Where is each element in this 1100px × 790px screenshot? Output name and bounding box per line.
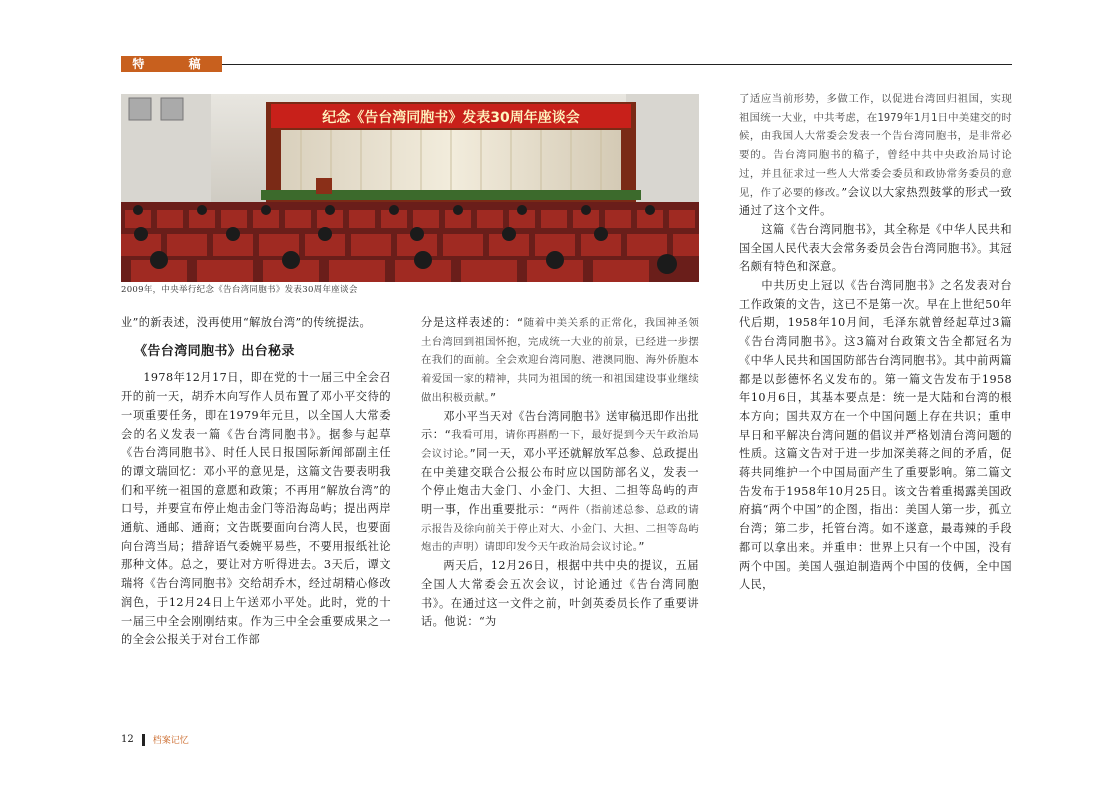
paragraph: 中共历史上冠以《告台湾同胞书》之名发表对台工作政策的文告，这已不是第一次。早在上世纪50年代后期，1958年10月间，毛泽东就曾经起草过3篇《告台湾同胞书》。这3篇对台政策文告全都冠名为《中华人民共和国国防部告台湾同胞书》。其中前两篇都是以彭德怀名义发布的。第一篇文告发布于1958年10月6日，其基本要点是：统一是大陆和台湾的根本方向；国共双方在一个中国问题上存在共识；重申早日和平解决台湾问题的倡议并严格划清台湾问题的性质。这篇文告对于进一步加深美蒋之间的矛盾，促蒋共同维护一个中国局面产生了重要影响。第二篇文告发布于1958年10月25日。该文告着重揭露美国政府搞“两个中国”的企图，指出：美国人第一步，孤立台湾；第二步，托管台湾。如不遂意，最毒辣的手段都可以拿出来。并重申：世界上只有一个中国，没有两个中国。美国人强迫制造两个中国的伎俩，全中国人民，: [739, 279, 1012, 592]
text-run: ”会议以大家热烈鼓掌的形式一致通过了这个文件。: [739, 185, 1012, 218]
paragraph: 业”的新表述，没再使用“解放台湾”的传统提法。: [121, 316, 372, 329]
quotation: “我看可用，请你再斟酌一下，最好提到今天午政治局会议讨论。”: [421, 429, 699, 460]
header-rule: [222, 64, 1012, 65]
page-number: 12: [121, 734, 134, 745]
subheading: 《告台湾同胞书》出台秘录: [134, 343, 295, 359]
column-2: [421, 314, 699, 632]
magazine-name: 档案记忆: [152, 736, 189, 746]
paragraph: [739, 90, 1012, 221]
photo-caption: 2009年，中央举行纪念《告台湾同胞书》发表30周年座谈会: [121, 285, 358, 295]
column-1: [121, 314, 391, 650]
text-run: 分是这样表述的：: [421, 316, 517, 329]
quotation: 了适应当前形势，多做工作，以促进台湾回归祖国，实现祖国统一大业，中共考虑，在1979年1月1日中美建交的时候，由我国人大常委会发表一个告台湾同胞书，是非常必要的。告台湾同胞书的稿子，曾经中共中央政治局讨论过，并且征求过一些人大常委会委员和政协常务委员的意见，作了必要的修改。: [739, 93, 1012, 199]
paragraph: 1978年12月17日，即在党的十一届三中全会召开的前一天，胡乔木向写作人员布置了邓小平交待的一项重要任务，即在1979年元旦，以全国人大常委会的名义发表一篇《告台湾同胞书》。据参与起草《告台湾同胞书》、时任人民日报国际新闻部副主任的谭文瑞回忆：邓小平的意见是，这篇文告要表明我们和平统一祖国的意愿和政策；不再用“解放台湾”的口号，并要宣布停止炮击金门等沿海岛屿；提出两岸通航、通邮、通商；文告既要面向台湾人民，也要面向台湾当局；措辞语气委婉平易些，不要用报纸社论那种文体。总之，要让对方听得进去。3天后，谭文瑞将《告台湾同胞书》交给胡乔木，经过胡精心修改润色，于12月24日上午送邓小平处。此时，党的十一届三中全会刚刚结束。作为三中全会重要成果之一的全会公报关于对台工作部: [121, 371, 391, 647]
photo-banner-text: 纪念《告台湾同胞书》发表30周年座谈会: [322, 110, 580, 126]
conference-photo: [121, 94, 699, 282]
footer-divider: [142, 734, 145, 746]
quotation: “随着中美关系的正常化，我国神圣领土台湾回到祖国怀抱，完成统一大业的前景，已经进一步摆在我们的面前。全会欢迎台湾同胞、港澳同胞、海外侨胞本着爱国一家的精神，共同为祖国的统一和祖国建设事业继续做出积极贡献。”: [421, 317, 700, 404]
conference-photo-illustration: [121, 94, 699, 282]
column-3: [739, 90, 1012, 595]
text-run: 同一天，邓小平还就解放军总参、总政提出在中美建交联合公报公布时应以国防部名义，发表一个停止炮击大金门、小金门、大担、二担等岛屿的声明一事，作出重要批示：: [421, 446, 699, 517]
paragraph: 两天后，12月26日，根据中共中央的提议，五届全国人大常委会五次会议，讨论通过《告台湾同胞书》。在通过这一文件之前，叶剑英委员长作了重要讲话。他说：“为: [421, 559, 699, 629]
paragraph: 这篇《告台湾同胞书》，其全称是《中华人民共和国全国人民代表大会常务委员会告台湾同胞书》。其冠名颇有特色和深意。: [739, 222, 1012, 274]
page-footer: [121, 733, 189, 746]
text-run: 邓小平当天对《告台湾同胞书》送审稿迅即作出批示：: [421, 409, 699, 442]
section-tag: 特 稿: [121, 56, 222, 72]
paragraph: [421, 314, 699, 408]
quotation: “两件（指前述总参、总政的请示报告及徐向前关于停止对大、小金门、大担、二担等岛屿炮击的声明）请即印发今天午政治局会议讨论。”: [421, 504, 700, 554]
paragraph: [421, 408, 699, 558]
